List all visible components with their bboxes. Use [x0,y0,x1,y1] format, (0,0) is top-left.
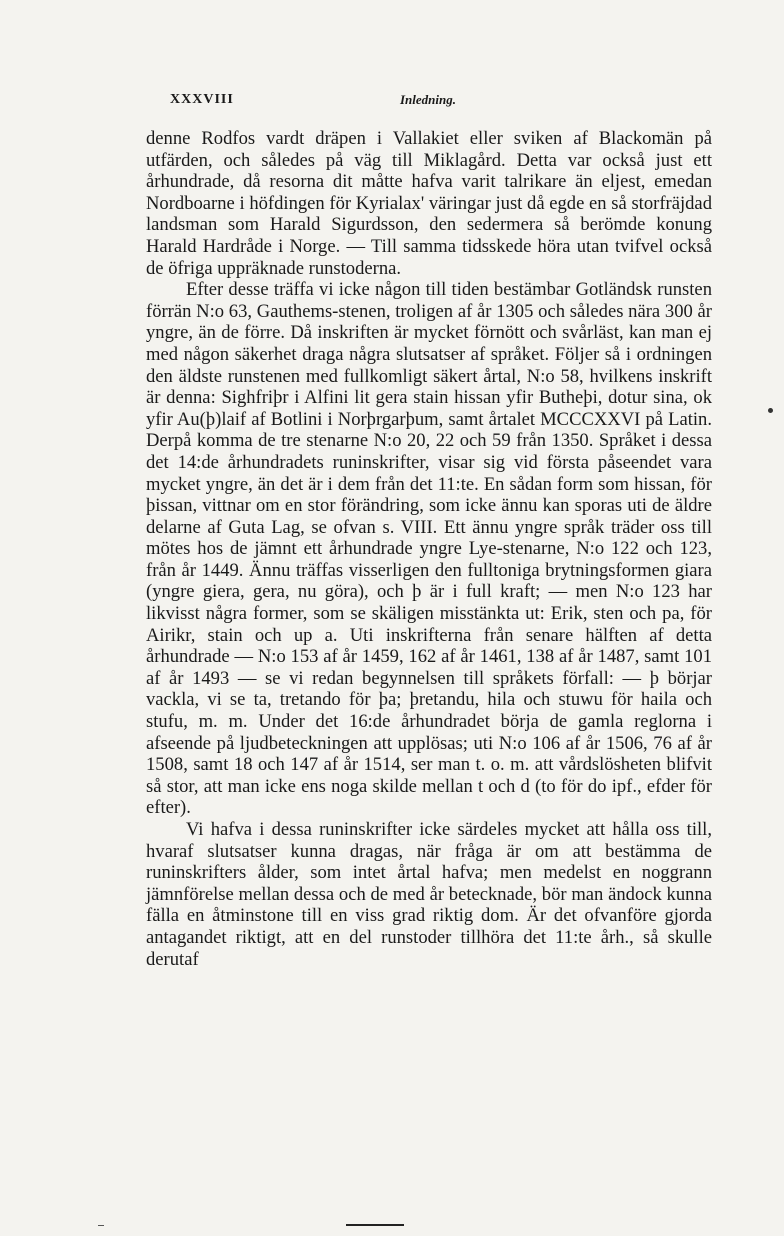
paragraph: Vi hafva i dessa runinskrifter icke särdeles mycket att hålla oss till, hvaraf slutsatser kunna dragas, när fråga är om att bestämma de runinskrifters ålder, som intet årtal hafva; men medelst en noggrann jämnförelse mellan dessa och de med år betecknade, bör man ändock kunna fälla en åtminstone till en viss grad riktig dom. Är det ofvanföre gjorda antagandet riktigt, att en del runstoder tillhöra det 11:te årh., så skulle derutaf [146,819,712,970]
page-number: XXXVIII [170,92,234,107]
margin-mark [98,1225,104,1226]
paragraph: Efter desse träffa vi icke någon till tiden bestämbar Gotländsk runsten förrän N:o 63, Gauthems-stenen, troligen af år 1305 och således nära 300 år yngre, än de förre. Då inskriften är mycket förnött och svårläst, kan man ej med någon säkerhet draga några slutsatser af språket. Följer så i ordningen den äldste runstenen med fullkomligt säkert årtal, N:o 58, hvilkens inskrift är denna: Sighfriþr i Alfini lit gera stain hissan yfir Butheþi, dotur sina, ok yfir Au(þ)laif af Botlini i Norþrgarþum, samt årtalet MCCCXXVI på Latin. Derpå komma de tre stenarne N:o 20, 22 och 59 från 1350. Språket i dessa det 14:de århundradets runinskrifter, visar sig vid första påseendet vara mycket yngre, än det är i dem från det 11:te. En sådan form som hissan, för þissan, vittnar om en stor förändring, som icke ännu kan sporas uti de äldre delarne af Guta Lag, se ofvan s. VIII. Ett ännu yngre språk träder oss till mötes hos de jämnt ett århundrade yngre Lye-stenarne, N:o 122 och 123, från år 1449. Ännu träffas visserligen den fulltoniga brytningsformen giara (yngre giera, gera, nu göra), och þ är i full kraft; — men N:o 123 har likvisst några former, som se skäligen misstänkta ut: Erik, sten och pa, för Airikr, stain och up a. Uti inskrifterna från senare hälften af detta århundrade — N:o 153 af år 1459, 162 af år 1461, 138 af år 1487, samt 101 af år 1493 — se vi redan begynnelsen till språkets förfall: — þ börjar vackla, vi se ta, tretando för þa; þretandu, hila och stuwu för haila och stufu, m. m. Under det 16:de århundradet börja de gamla reglorna i afseende på ljudbeteckningen att upplösas; uti N:o 106 af år 1506, 76 af år 1508, samt 18 och 147 af år 1514, ser man t. o. m. att vårdslösheten blifvit så stor, att man icke ens noga skilde mellan t och d (to för do ipf., efder för efter). [146,279,712,819]
margin-speck [768,408,773,413]
paragraph: denne Rodfos vardt dräpen i Vallakiet eller sviken af Blackomän på utfärden, och således på väg till Miklagård. Detta var också just ett århundrade, då resorna dit måtte hafva varit talrikare än eljest, emedan Nordboarne i höfdingen för Kyrialax' väringar just då egde en så storfräjdad landsman som Harald Sigurdsson, den sedermera så berömde konung Harald Hardråde i Norge. — Till samma tidsskede höra utan tvifvel också de öfriga uppräknade runstoderna. [146,128,712,279]
page-header [170,92,710,116]
running-title: Inledning. [400,92,456,107]
body-text [146,128,712,970]
bottom-rule [346,1224,404,1226]
